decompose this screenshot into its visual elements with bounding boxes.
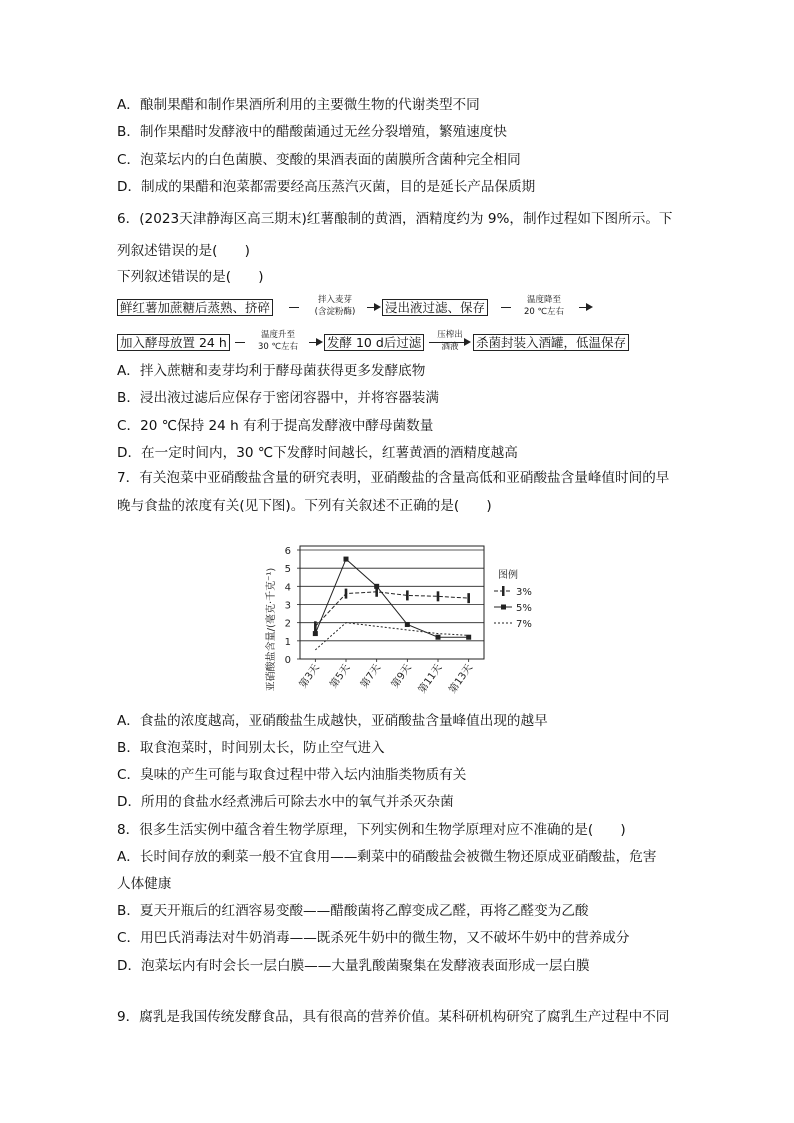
flow-box-5: 杀菌封装入酒罐，低温保存	[473, 334, 629, 351]
series-point-5%	[344, 557, 349, 562]
flow-arrow-1	[305, 295, 365, 319]
series-point-3%	[467, 593, 470, 603]
series-point-5%	[436, 635, 441, 640]
x-tick-label: 第13天	[447, 662, 476, 696]
q8-option-b: B．夏天开瓶后的红酒容易变酸——醋酸菌将乙醇变成乙醛，再将乙醛变为乙酸	[117, 903, 589, 919]
flow-arrow-3-top: 温度升至	[260, 330, 295, 340]
q6-stem-line3: 下列叙述错误的是( )	[117, 269, 264, 285]
flow-arrow-1-top: 拌入麦芽	[317, 295, 352, 305]
q5-option-c: C．泡菜坛内的白色菌膜、变酸的果酒表面的菌膜所含菌种完全相同	[117, 152, 521, 168]
q6-option-b: B．浸出液过滤后应保存于密闭容器中，并将容器装满	[117, 390, 439, 406]
legend-label-3%: 3%	[516, 587, 532, 598]
q6-option-c: C．20 ℃保持 24 h 有利于提高发酵液中酵母菌数量	[117, 418, 434, 434]
q7-option-b: B．取食泡菜时，时间别太长，防止空气进入	[117, 740, 385, 756]
flow-box-3: 加入酵母放置 24 h	[117, 334, 230, 351]
series-point-3%	[314, 621, 317, 631]
y-tick-label: 2	[284, 618, 291, 630]
series-point-5%	[313, 631, 318, 636]
x-tick-label: 第5天	[328, 662, 353, 691]
q7-stem-line2: 晚与食盐的浓度有关(见下图)。下列有关叙述不正确的是( )	[117, 498, 492, 514]
flow-box-1: 鲜红薯加蔗糖后蒸熟、挤碎	[117, 299, 273, 316]
flow-arrow-2	[515, 295, 573, 319]
q7-stem-line1: 7．有关泡菜中亚硝酸盐含量的研究表明，亚硝酸盐的含量高低和亚硝酸盐含量峰值时间的早	[117, 470, 670, 486]
flow-arrowhead-3	[309, 330, 323, 354]
legend-label-7%: 7%	[516, 619, 532, 630]
x-tick-label: 第11天	[416, 662, 445, 696]
series-point-3%	[345, 589, 348, 599]
q8-option-a-line1: A．长时间存放的剩菜一般不宜食用——剩菜中的硝酸盐会被微生物还原成亚硝酸盐，危害	[117, 849, 657, 865]
q5-option-d: D．制成的果醋和泡菜都需要经高压蒸汽灭菌，目的是延长产品保质期	[117, 179, 536, 195]
y-axis-label: 亚硝酸盐含量/(毫克·千克⁻¹)	[266, 567, 277, 692]
q8-option-d: D．泡菜坛内有时会长一层白膜——大量乳酸菌聚集在发酵液表面形成一层白膜	[117, 958, 590, 974]
legend-label-5%: 5%	[516, 603, 532, 614]
q5-option-a: A．酿制果醋和制作果酒所利用的主要微生物的代谢类型不同	[117, 97, 480, 113]
flow-box-2: 浸出液过滤、保存	[382, 299, 488, 316]
legend-marker-3%	[502, 586, 505, 596]
series-point-3%	[437, 591, 440, 601]
q5-option-b: B．制作果醋时发酵液中的醋酸菌通过无丝分裂增殖，繁殖速度快	[117, 124, 507, 140]
flow-arrowhead-1	[367, 295, 381, 319]
q6-option-d: D．在一定时间内，30 ℃下发酵时间越长，红薯黄酒的酒精度越高	[117, 445, 518, 461]
x-tick-label: 第9天	[389, 662, 414, 691]
x-tick-label: 第7天	[358, 662, 384, 691]
q8-option-c: C．用巴氏消毒法对牛奶消毒——既杀死牛奶中的微生物，又不破坏牛奶中的营养成分	[117, 930, 630, 946]
q8-option-a-line2: 人体健康	[117, 876, 172, 892]
q6-stem-line2: 列叙述错误的是( )	[117, 243, 250, 259]
y-tick-label: 0	[284, 655, 291, 666]
flow-arrow-2-top: 温度降至	[526, 295, 561, 305]
legend-title: 图例	[498, 570, 518, 581]
flow-arrow-3-bottom: 30 ℃左右	[257, 342, 299, 352]
series-point-5%	[405, 622, 410, 627]
q9-stem-line1: 9．腐乳是我国传统发酵食品，具有很高的营养价值。某科研机构研究了腐乳生产过程中不同	[117, 1009, 670, 1025]
flow-arrowhead-2	[579, 295, 593, 319]
series-line-3%	[315, 592, 468, 627]
q7-option-d: D．所用的食盐水经煮沸后可除去水中的氧气并杀灭杂菌	[117, 794, 454, 810]
y-tick-label: 4	[284, 582, 291, 594]
series-point-5%	[466, 635, 471, 640]
nitrite-chart	[262, 520, 552, 700]
x-tick-label: 第3天	[297, 662, 322, 691]
q8-stem: 8．很多生活实例中蕴含着生物学原理，下列实例和生物学原理对应不准确的是( )	[117, 822, 626, 838]
flow-connector-3	[235, 330, 245, 354]
q6-option-a: A．拌入蔗糖和麦芽均利于酵母菌获得更多发酵底物	[117, 363, 426, 379]
q6-stem-line1: 6．(2023天津静海区高三期末)红薯酿制的黄酒，酒精度约为 9%，制作过程如下图所示。下	[117, 211, 673, 227]
y-tick-label: 3	[284, 600, 291, 612]
series-point-3%	[406, 590, 409, 600]
q7-option-a: A．食盐的浓度越高，亚硝酸盐生成越快，亚硝酸盐含量峰值出现的越早	[117, 713, 548, 729]
flow-arrow-4	[429, 330, 471, 354]
flow-arrow-1-bottom: (含淀粉酶)	[314, 307, 356, 317]
y-tick-label: 1	[284, 636, 291, 648]
flow-row-1	[117, 295, 677, 319]
flow-connector-1	[289, 295, 299, 319]
flow-box-4: 发酵 10 d后过滤	[324, 334, 424, 351]
series-line-5%	[315, 559, 468, 637]
flow-arrow-4-top: 压榨出	[437, 330, 463, 340]
y-tick-label: 5	[284, 564, 291, 576]
series-point-5%	[374, 584, 379, 589]
series-line-7%	[315, 623, 468, 650]
flow-connector-2	[501, 295, 511, 319]
flow-arrow-4-bottom: 酒液	[441, 342, 459, 352]
flow-arrow-2-bottom: 20 ℃左右	[523, 307, 565, 317]
flow-arrow-3	[249, 330, 307, 354]
q7-option-c: C．臭味的产生可能与取食过程中带入坛内油脂类物质有关	[117, 767, 467, 783]
flow-row-2	[117, 330, 677, 354]
legend-marker-5%	[501, 605, 506, 610]
y-tick-label: 6	[284, 546, 291, 557]
